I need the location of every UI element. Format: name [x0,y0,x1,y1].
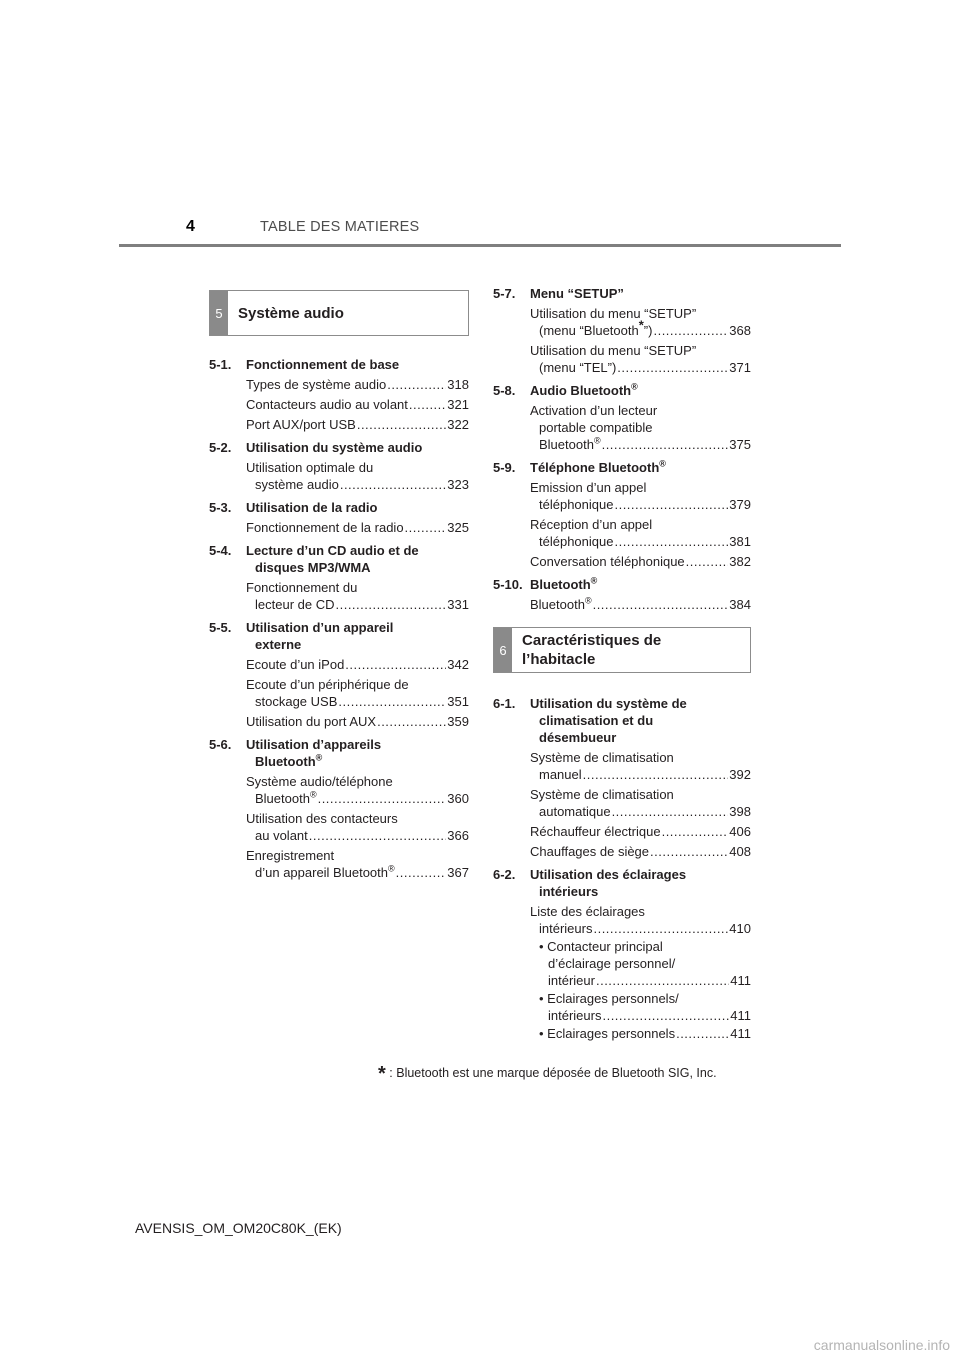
toc-entry[interactable]: Port AUX/port USB ..... 322 [246,416,469,433]
asterisk-mark: * [638,317,644,333]
toc-bullet-entry[interactable]: • Eclairages personnels/ intérieurs ..... 411 [530,990,751,1024]
toc-entry[interactable]: Types de système audio ..... 318 [246,376,469,393]
page-ref: 379 [729,497,751,512]
page-ref: 381 [729,534,751,549]
page-ref: 351 [447,694,469,709]
page-ref: 411 [730,1026,751,1041]
subsection-title[interactable]: 5-5. Utilisation d’un appareil externe [209,620,394,652]
subsection-title[interactable]: 5-9. Téléphone Bluetooth® [493,458,666,475]
toc-subsection-6-2 [493,866,751,1042]
section-tab: 5 [210,291,228,335]
document-code: AVENSIS_OM_OM20C80K_(EK) [135,1220,342,1236]
toc-entry[interactable]: Système de climatisation manuel ..... 392 [530,749,751,783]
toc-subsection-5-8 [493,382,751,453]
subsection-title[interactable]: 5-6. Utilisation d’appareils Bluetooth® [209,737,382,769]
page-ref: 406 [729,824,751,839]
page-ref: 398 [729,804,751,819]
subsection-title[interactable]: 5-8. Audio Bluetooth® [493,381,638,398]
subsection-title[interactable]: 6-2. Utilisation des éclairages intérieurs [493,867,687,899]
left-column [209,290,469,881]
toc-entry[interactable]: Fonctionnement du lecteur de CD ..... 331 [246,579,469,613]
page-ref: 392 [729,767,751,782]
toc-entry[interactable]: Enregistrement d’un appareil Bluetooth® ..... 367 [246,847,469,881]
subsection-title[interactable]: 5-3. Utilisation de la radio [209,500,378,515]
toc-entry[interactable]: Utilisation optimale du système audio ..... 323 [246,459,469,493]
page-ref: 325 [447,520,469,535]
toc-subsection-6-1 [493,695,751,860]
page-ref: 321 [447,397,469,412]
page-ref: 322 [447,417,469,432]
page-ref: 331 [447,597,469,612]
toc-entry[interactable]: Activation d’un lecteur portable compatible Bluetooth® ..... 375 [530,402,751,453]
toc-subsection-5-3 [209,499,469,536]
footnote: * : Bluetooth est une marque déposée de Bluetooth SIG, Inc. [378,1063,717,1085]
toc-entry[interactable]: Système de climatisation automatique ..... 398 [530,786,751,820]
toc-subsection-5-2 [209,439,469,493]
subsection-title[interactable]: 5-2. Utilisation du système audio [209,440,423,455]
page-ref: 375 [729,437,751,452]
registered-mark: ® [315,752,323,763]
toc-subsection-5-4 [209,542,469,613]
toc-entry[interactable]: Emission d’un appel téléphonique ..... 379 [530,479,751,513]
page-ref: 384 [729,597,751,612]
subsection-title[interactable]: 5-4. Lecture d’un CD audio et de disques MP3/WMA [209,543,419,575]
watermark: carmanualsonline.info [813,1337,950,1353]
toc-entry[interactable]: Système audio/téléphone Bluetooth® ..... 360 [246,773,469,807]
subsection-title[interactable]: 5-10. Bluetooth® [493,575,598,592]
toc-entry[interactable]: Utilisation du menu “SETUP” (menu “TEL”) ..... 371 [530,342,751,376]
section-tab: 6 [494,628,512,672]
subsection-title[interactable]: 5-7. Menu “SETUP” [493,286,624,301]
section-title: Caractéristiques de l’habitacle [522,632,662,668]
asterisk-mark: * [378,1063,386,1085]
section-5-header[interactable] [209,290,469,336]
toc-subsection-5-10 [493,576,751,613]
toc-entry[interactable]: Bluetooth® ..... 384 [530,596,751,613]
toc-entry[interactable]: Conversation téléphonique ..... 382 [530,553,751,570]
page-number: 4 [186,218,195,235]
toc-entry[interactable]: Réception d’un appel téléphonique ..... 381 [530,516,751,550]
page-ref: 371 [729,360,751,375]
page-ref: 318 [447,377,469,392]
toc-entry[interactable]: Utilisation du menu “SETUP” (menu “Bluetooth*”) ..... 368 [530,305,751,339]
toc-entry[interactable]: Fonctionnement de la radio ..... 325 [246,519,469,536]
toc-entry[interactable]: Liste des éclairages intérieurs ..... 410 [530,903,751,937]
toc-entry[interactable]: Ecoute d’un périphérique de stockage USB ..... 351 [246,676,469,710]
toc-subsection-5-9 [493,459,751,570]
toc-bullet-entry[interactable]: • Contacteur principal d’éclairage personnel/ intérieur ..... 411 [530,938,751,989]
right-column [493,285,751,1042]
page-ref: 410 [729,921,751,936]
toc-entry[interactable]: Contacteurs audio au volant ..... 321 [246,396,469,413]
page-ref: 342 [447,657,469,672]
page-ref: 411 [730,1008,751,1023]
toc-subsection-5-7 [493,285,751,376]
toc-bullet-entry[interactable]: • Eclairages personnels ..... 411 [530,1025,751,1042]
page-ref: 366 [447,828,469,843]
page-ref: 323 [447,477,469,492]
toc-subsection-5-1 [209,356,469,433]
page-ref: 408 [729,844,751,859]
header-rule [119,244,841,247]
page-ref: 367 [447,865,469,880]
page-ref: 411 [730,973,751,988]
toc-subsection-5-5 [209,619,469,730]
toc-entry[interactable]: Chauffages de siège ..... 408 [530,843,751,860]
toc-entry[interactable]: Utilisation des contacteurs au volant ..... 366 [246,810,469,844]
section-title: Système audio [238,304,344,322]
section-6-header[interactable] [493,627,751,673]
toc-subsection-5-6 [209,736,469,881]
toc-entry[interactable]: Ecoute d’un iPod ..... 342 [246,656,469,673]
page-ref: 360 [447,791,469,806]
subsection-title[interactable]: 5-1. Fonctionnement de base [209,357,400,372]
toc-entry[interactable]: Réchauffeur électrique ..... 406 [530,823,751,840]
toc-entry[interactable]: Utilisation du port AUX ..... 359 [246,713,469,730]
subsection-title[interactable]: 6-1. Utilisation du système de climatisation et du désembueur [493,696,687,745]
page-ref: 382 [729,554,751,569]
page-ref: 359 [447,714,469,729]
page-ref: 368 [729,323,751,338]
header-title: TABLE DES MATIERES [260,219,420,235]
